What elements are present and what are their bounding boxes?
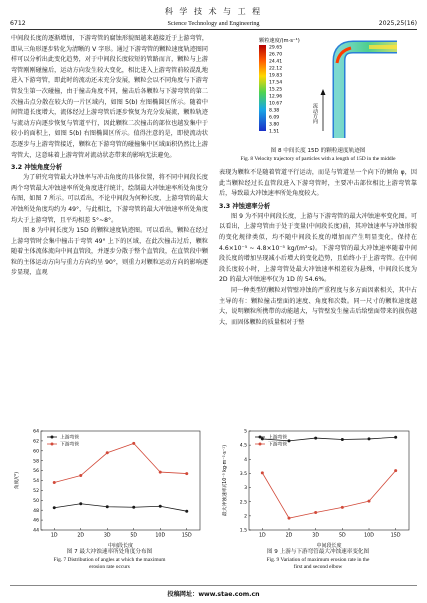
fig8-legend-value: 26.70 [269,52,283,58]
section-heading-3-3: 3.3 冲蚀速率分析 [219,202,271,210]
x-axis-label: 中间段长度 [107,543,134,549]
footer-url: 投稿网址：www.stae.com.cn [167,591,260,598]
data-point [288,517,291,520]
left-paragraph-3: 图 8 为中间长度为 15D 的颗粒速度轨迹图。可以看出，颗粒在经过上游弯管时会集中撞击于弯管 49° 上下的区域，在此次撞击过后，颗粒随着主体流体流向中间直管段，并逐步分散于整个直管段，在直管段中颗粒的主体运动方向与重力方向约呈 90°，则重力对颗粒运动方向的影响逐步显现，直观 [11,227,208,277]
data-point [106,451,109,454]
y-tick-label: 56 [33,469,39,475]
fig8-legend-value: 22.12 [269,66,283,72]
fig9-caption-en-1: Fig. 9 Variation of maximum erosion rate in the [266,557,370,563]
data-point [53,506,56,509]
fig9-caption-en-2: first and second elbow [293,564,343,570]
y-tick-label: 4 [244,457,247,463]
data-point [341,438,344,441]
y-tick-label: 1.5 [239,528,247,534]
journal-title-en: Science Technology and Engineering [167,20,260,27]
figure-8 [219,33,417,169]
x-tick-label: 5D [130,533,138,539]
right-paragraph-2: 图 9 为不同中间段长度，上游与下游弯管的最大冲蚀速率变化图。可以看出，上游弯管由于处于变量(中间段长度)前，其冲蚀速率与冲蚀形貌的变化规律类似，均不随中间段长度的增加而产生明显变化，保持在 4.6×10⁻⁵ ~ 4.8×10⁻⁵ kg/(m²·s)。下游弯管的最大冲蚀速率随着中间段长度的增加呈现减小后增大的变化趋势，且始终小于上游弯管。在中间段长度较小时，上游弯管处最大冲蚀速率相差较为悬殊，中间段长度为 2D 的最大冲蚀速率仅为 1D 的 54.6%。 [219,212,417,284]
data-point [53,481,56,484]
figure-9-chart [219,425,417,550]
fig7-caption-en-1: Fig. 7 Distribution of angles at which the maximum [53,557,166,563]
series-line-2 [262,471,395,519]
x-tick-label: 1D [258,533,266,539]
x-tick-label: 2D [285,533,293,539]
data-point [314,511,317,514]
fig7-caption-en-2: erosion rate occurs [89,564,130,570]
data-point [288,439,291,442]
x-tick-label: 5D [338,533,346,539]
y-tick-label: 3 [244,486,247,492]
y-tick-label: 46 [33,518,39,524]
fig8-legend-value: 6.09 [269,115,280,121]
journal-title-cn: 科 学 技 术 与 工 程 [164,7,263,16]
data-point [314,437,317,440]
series-line-1 [54,504,187,511]
fig8-legend-title: 颗粒速度/(m·s⁻¹) [259,38,300,44]
issue-info: 2025,25(16) [378,20,417,27]
x-tick-label: 2D [77,533,85,539]
fig8-caption-en: Fig. 8 Velocity trajectory of particles with a length of 15D in the middle [240,156,396,162]
y-tick-label: 52 [33,489,39,494]
fig8-legend-value: 19.83 [269,73,283,79]
fig8-flow-label: 流动方向 [312,103,318,124]
y-tick-label: 62 [33,439,39,445]
fig8-colorbar [259,45,266,131]
data-point [159,471,162,474]
right-paragraph-1: 表现为颗粒不是随着管道平行运动，而是与管道呈一个向下的倾角 φ，因此当颗粒经过长直管段进入下游弯管时，主要冲击部位相比上游弯管靠后，导致最大冲蚀速率所处角度较大。 [219,169,417,198]
legend-label: 下游弯管 [268,442,288,448]
fig8-legend-value: 1.51 [269,129,280,135]
fig7-caption-cn: 图 7 最大冲蚀速率所处角度分布图 [66,549,153,555]
x-tick-label: 3D [312,533,320,539]
fig8-caption-cn: 图 8 中间长度 15D 的颗粒速度轨迹图 [270,148,366,154]
legend-label: 下游弯管 [60,442,80,448]
figure-7 [11,425,208,575]
right-paragraph-3: 同一种类型的颗粒对管壁冲蚀的严重程度与多方面因素相关，其中占主导的有：颗粒撞击壁面的速度、角度和次数。同一尺寸的颗粒速度越大，说明颗粒所携带的动能越大，与管壁发生撞击后给壁面带来的损伤越大，而固体颗粒的质量相对于整 [219,286,417,326]
y-tick-label: 58 [33,459,39,465]
y-axis-label: 最大冲蚀速率/(10⁻⁵ kg·m⁻²·s⁻¹) [223,444,228,517]
left-paragraph-2: 为了研究弯管最大冲蚀率与冲击角度的具体位置，将不同中间段长度两个弯管最大冲蚀速率所处角度进行统计，绘制最大冲蚀速率所处角度分布图，如图 7 所示。可以看出，不论中间段为何种长度，上游弯管的最大冲蚀所处角度均约为 49°，与此相比，下游弯管的最大冲蚀速率所处角度均大于上游弯管，且平均相差 5°~8°。 [11,174,208,224]
fig8-legend-values [269,45,282,135]
right-column [219,168,417,328]
y-tick-label: 2 [244,514,247,520]
x-tick-label: 15D [181,533,192,539]
data-point [79,502,82,505]
legend-marker [51,443,54,446]
fig8-legend-value: 3.80 [269,122,280,128]
legend-marker [51,436,54,439]
data-point [261,471,264,474]
fig9-caption-cn: 图 9 上游与下游弯管最大冲蚀速率变化图 [266,549,370,555]
fig8-legend-value: 10.67 [269,101,283,107]
left-column [11,34,208,279]
y-tick-label: 48 [33,508,39,514]
header-rule [10,29,417,30]
left-paragraph-1: 中间段长度的逐渐增加，下游弯管的腐蚀形貌图越来越接近于上游弯管，即从三角形逐步转化为清晰的 V 字形。通过下游弯管的颗粒速度轨迹图同样可以分析出此变化趋势，对于中间段长度较短的管路而言，颗粒与上游弯管刚刚碰撞后，运动方向发生较大变化，相比进入上游弯管前较混乱地进入下游弯管，即此时的流动还未充分发展，颗粒会以不同角度与下游弯管发生第一次碰撞，由于撞击角度不同，撞击后各颗粒与下游弯管的第二次撞击点分散在较大的一片区域内，如图 5(b) 左图椭圆区所示。随着中间管道长度增大，流体经过上游弯管后逐步恢复为充分发展流，颗粒轨迹与流动方向逐步恢复与管道平行，因此颗粒二次撞击的部位也越发集中于较小的面积上，如图 5(b) 右图椭圆区所示。值得注意的是，即使流动状态逐步与上游弯管接近，颗粒在下游弯管的碰撞集中区域面积仍然比上游弯管大，这意味着上游弯管对流动状态带来的影响无法避免。 [11,35,208,159]
y-tick-label: 2.5 [239,500,247,506]
legend-marker [259,436,262,439]
y-tick-label: 64 [33,429,39,435]
y-tick-label: 60 [33,449,39,455]
x-tick-label: 15D [390,533,401,539]
legend-label: 上游弯管 [60,435,80,441]
y-tick-label: 44 [33,528,39,534]
y-tick-label: 5 [244,429,247,435]
data-point [368,437,371,440]
x-tick-label: 3D [103,533,111,539]
y-axis-label: 角度/(°) [15,471,20,490]
data-point [368,500,371,503]
page-number: 6712 [10,20,26,27]
data-point [159,505,162,508]
legend-label: 上游弯管 [268,435,288,441]
x-tick-label: 10D [364,533,374,539]
y-tick-label: 50 [33,498,39,504]
fig8-arrow-head [321,89,326,95]
x-tick-label: 10D [155,533,166,539]
x-axis-label: 中间段长度 [316,543,342,549]
fig8-legend-value: 24.41 [269,59,283,65]
figure-8-trajectory [219,33,417,147]
data-point [394,469,397,472]
data-point [106,505,109,508]
fig8-legend-value: 29.65 [269,45,283,51]
y-tick-label: 3.5 [239,472,247,478]
data-point [341,506,344,509]
data-point [394,436,397,439]
figure-7-chart [11,425,208,550]
fig8-legend-value: 12.96 [269,94,283,100]
data-point [132,442,135,445]
y-tick-label: 54 [33,479,39,485]
data-point [79,474,82,477]
data-point [261,437,264,440]
figure-9 [219,425,417,575]
data-point [185,510,188,513]
fig8-pipe-trajectory [339,47,397,138]
fig8-legend-value: 15.25 [269,87,283,93]
section-heading-3-2: 3.2 冲蚀角度分析 [11,164,63,172]
x-tick-label: 1D [50,533,58,539]
series-line-2 [54,443,187,482]
footer-rule [10,585,417,586]
data-point [132,506,135,509]
fig8-pipe-outline [339,47,397,138]
data-point [185,472,188,475]
y-tick-label: 4.5 [239,443,247,449]
fig8-legend-value: 17.54 [269,80,283,86]
legend-marker [259,443,262,446]
fig8-legend-value: 8.38 [269,108,280,114]
